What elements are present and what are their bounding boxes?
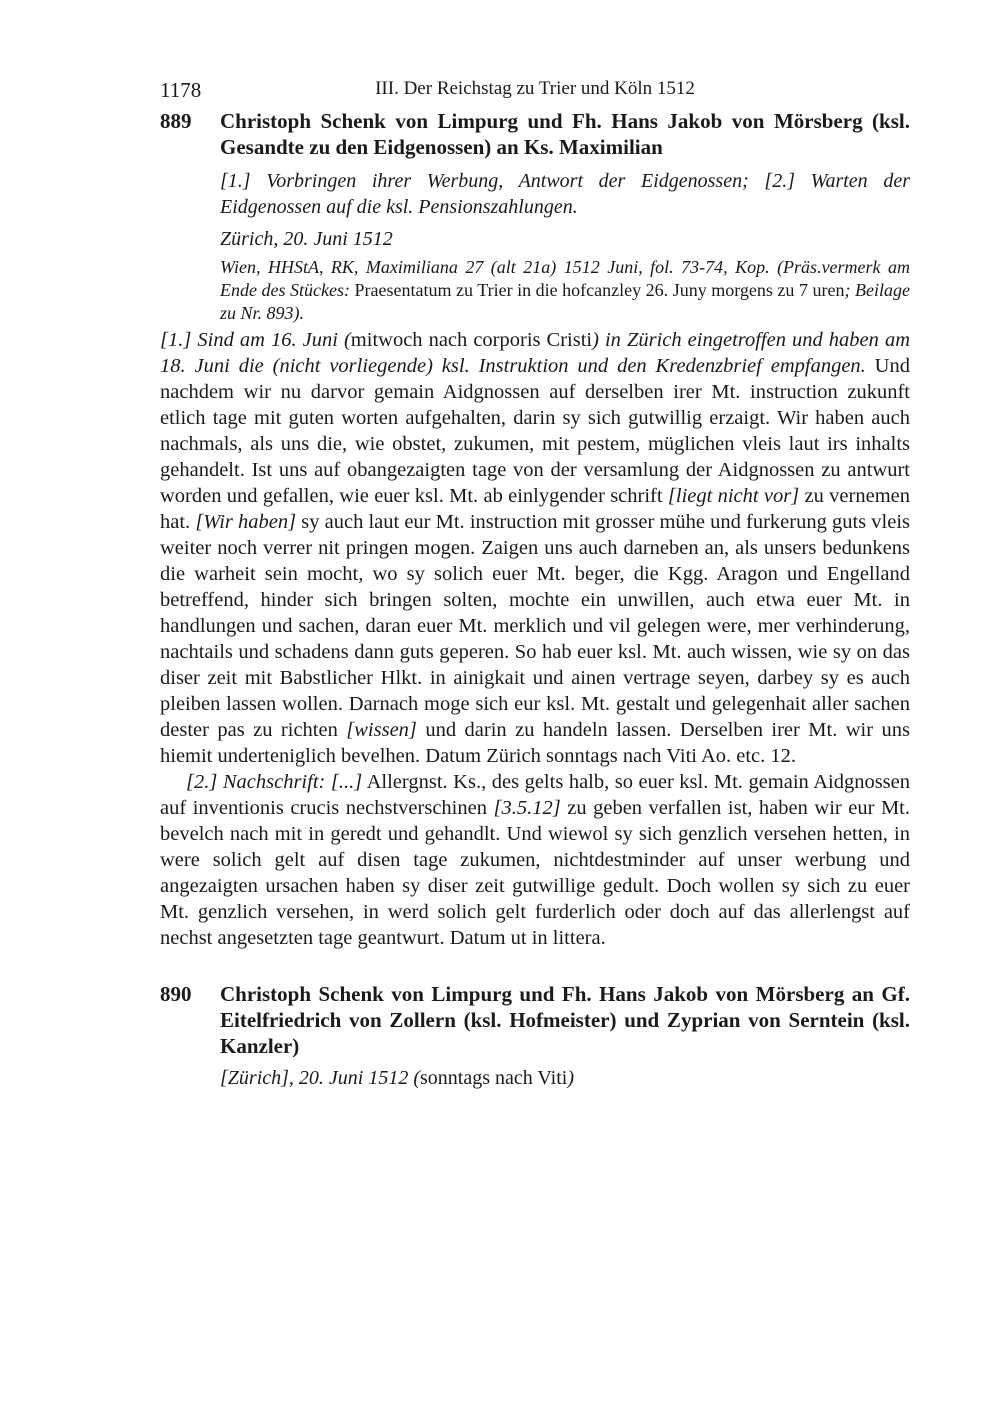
text-run: [Zürich], 20. Juni 1512 ( — [220, 1067, 420, 1089]
source-archive: Wien, HHStA, RK, Maximiliana 27 (alt 21a) 1512 Juni, fol. 73-74, Kop. (Präs.vermerk am Ende des Stückes: — [220, 257, 910, 300]
source-note: ; Beilage zu Nr. 893). — [220, 280, 910, 323]
text-run: mitwoch nach corporis Cristi — [350, 329, 593, 351]
entry-date: Zürich, 20. Juni 1512 — [220, 228, 393, 250]
text-run: [2.] Nachschrift: [...] — [186, 771, 363, 793]
document-entry-889 — [160, 108, 910, 951]
body-paragraph-1 — [160, 327, 910, 769]
entry-body — [160, 327, 910, 951]
text-run: [1.] Sind am 16. Juni ( — [160, 329, 351, 351]
text-run: und darin zu handeln lassen. Derselben irer Mt. wir uns hiemit underteniglich bevelhen. Datum Zürich sonntags nach Viti Ao. etc. 12. — [160, 719, 910, 767]
document-entry-890 — [160, 981, 910, 1091]
entry-summary: [1.] Vorbringen ihrer Werbung, Antwort der Eidgenossen; [2.] Warten der Eidgenossen auf die ksl. Pensionszahlungen. — [220, 170, 910, 218]
entry-number: 890 — [160, 982, 192, 1006]
running-title: III. Der Reichstag zu Trier und Köln 1512 — [375, 78, 695, 99]
document-page — [160, 78, 910, 1091]
running-head — [160, 78, 910, 108]
editorial-note: [3.5.12] — [493, 797, 561, 819]
entry-title: Christoph Schenk von Limpurg und Fh. Hans Jakob von Mörsberg an Gf. Eitelfriedrich von Zollern (ksl. Hofmeister) und Zyprian von Serntein (ksl. Kanzler) — [220, 982, 910, 1058]
text-run: ) — [567, 1067, 574, 1089]
text-run: zu geben verfallen ist, haben wir eur Mt. bevelch nach mit in geredt und gehandlt. Und wiewol sy sich genzlich versehen hetten, in were solich gelt auf disen tage zukumen, nichtdestminder auf unser werbung und angezaigten ursachen haben sy diser zeit gutwillige gedult. Doch wollen sy sich zu euer Mt. genzlich versehen, in werd solich gelt furderlich oder doch auf das allerlengst auf nechst angesetzten tage geantwurt. Datum ut in littera. — [160, 797, 910, 949]
editorial-note: [Wir haben] — [195, 511, 297, 533]
text-run: Und nachdem wir nu darvor gemain Aidgnossen auf derselben irer Mt. instruction zukunft etlich tage mit guten worten aufgehalten, darin sy sich gutwillig erzaigt. Wir haben auch nachmals, als uns die, wie obstet, zukumen, mit pestem, müglichen vleis laut irs inhalts gehandelt. Ist uns auf obangezaigten tage von der versamlung der Aidgnossen zu antwurt worden und gefallen, wie euer ksl. Mt. ab einlygender schrift — [160, 355, 910, 507]
entry-date — [220, 1065, 910, 1091]
text-run: sonntags nach Viti — [420, 1067, 568, 1089]
entry-title: Christoph Schenk von Limpurg und Fh. Hans Jakob von Mörsberg (ksl. Gesandte zu den Eidgenossen) an Ks. Maximilian — [220, 109, 910, 159]
entry-number: 889 — [160, 109, 192, 133]
editorial-note: [wissen] — [346, 719, 417, 741]
text-run: ) in Zürich eingetroffen und haben am 18. Juni die (nicht vorliegende) ksl. Instruktion und den Kredenzbrief empfangen. — [160, 329, 911, 377]
text-run: Allergnst. Ks., des gelts halb, so euer ksl. Mt. gemain Aidgnossen auf inventionis crucis nechstverschinen — [160, 771, 910, 819]
entry-source — [220, 256, 910, 325]
body-paragraph-2 — [160, 769, 910, 951]
text-run: zu vernemen hat. — [160, 485, 910, 533]
text-run: sy auch laut eur Mt. instruction mit grosser mühe und furkerung guts vleis weiter noch verrer nit pringen mogen. Zaigen uns auch darneben an, als unsers bedunkens die warheit sein mocht, wo sy solich euer Mt. beger, die Kgg. Aragon und Engelland betreffend, hinder sich bringen solten, mochte ein unwillen, auch etwa euer Mt. in handlungen und sachen, daran euer Mt. merklich und vil gelegen were, mer verhinderung, nachtails und schadens dann guts geperen. So hab euer ksl. Mt. auch wissen, wie sy on das diser zeit mit Babstlicher Hlkt. in ainigkait und ainen vertrage seyen, darbey sy es auch pleiben lassen wollen. Darnach moge sich eur ksl. Mt. gestalt und gelegenhait aller sachen dester pas zu richten — [160, 511, 910, 741]
source-quote: Praesentatum zu Trier in die hofcanzley 26. Juny morgens zu 7 uren — [354, 280, 845, 300]
page-number: 1178 — [160, 78, 202, 102]
editorial-note: [liegt nicht vor] — [667, 485, 800, 507]
